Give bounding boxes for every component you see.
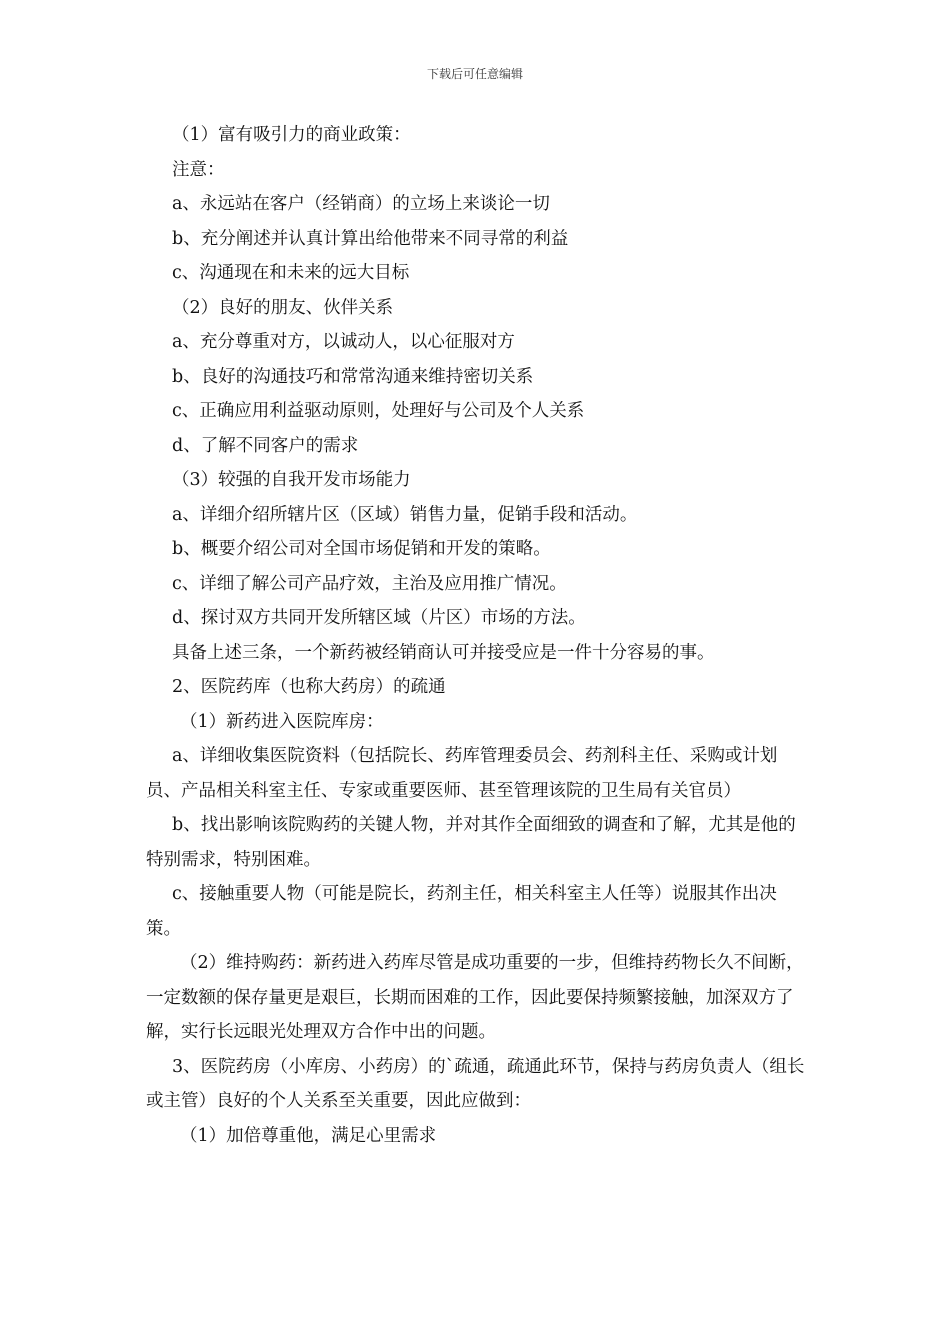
paragraph: b、找出影响该院购药的关键人物，并对其作全面细致的调查和了解，尤其是他的特别需求，特别困难。 [146, 815, 796, 870]
paragraph: （2）良好的朋友、伙伴关系 [172, 297, 394, 318]
paragraph: （1）加倍尊重他，满足心里需求 [180, 1125, 437, 1146]
paragraph: c、正确应用利益驱动原则，处理好与公司及个人关系 [172, 401, 585, 421]
paragraph: a、详细介绍所辖片区（区域）销售力量，促销手段和活动。 [172, 504, 638, 525]
paragraph: a、充分尊重对方，以诚动人，以心征服对方 [172, 332, 515, 352]
paragraph: b、概要介绍公司对全国市场促销和开发的策略。 [172, 539, 551, 559]
paragraph: 具备上述三条，一个新药被经销商认可并接受应是一件十分容易的事。 [172, 642, 715, 663]
paragraph: 2、医院药库（也称大药房）的疏通 [172, 677, 446, 697]
paragraph: c、沟通现在和未来的远大目标 [172, 263, 410, 283]
document-body [146, 118, 811, 1153]
paragraph: b、良好的沟通技巧和常常沟通来维持密切关系 [172, 366, 534, 387]
paragraph: a、永远站在客户（经销商）的立场上来谈论一切 [172, 194, 550, 214]
paragraph: d、探讨双方共同开发所辖区域（片区）市场的方法。 [172, 608, 586, 628]
paragraph: （2）维持购药：新药进入药库尽管是成功重要的一步，但维持药物长久不间断，一定数额的保存量更是艰巨，长期而困难的工作，因此要保持频繁接触，加深双方了解，实行长远眼光处理双方合作中出的问题。 [146, 953, 804, 1042]
paragraph: （1）新药进入医院库房： [180, 711, 384, 732]
page-header: 下载后可任意编辑 [426, 67, 523, 81]
paragraph: （3）较强的自我开发市场能力 [172, 470, 411, 490]
paragraph: （1）富有吸引力的商业政策： [172, 125, 411, 145]
paragraph: d、了解不同客户的需求 [172, 435, 359, 456]
paragraph: a、详细收集医院资料（包括院长、药库管理委员会、药剂科主任、采购或计划员、产品相关科室主任、专家或重要医师、甚至管理该院的卫生局有关官员） [146, 746, 778, 801]
paragraph: 3、医院药房（小库房、小药房）的`疏通，疏通此环节，保持与药房负责人（组长或主管）良好的个人关系至关重要，因此应做到： [146, 1056, 805, 1111]
paragraph: c、详细了解公司产品疗效，主治及应用推广情况。 [172, 573, 567, 594]
paragraph: b、充分阐述并认真计算出给他带来不同寻常的利益 [172, 228, 569, 249]
paragraph: c、接触重要人物（可能是院长，药剂主任，相关科室主人任等）说服其作出决策。 [146, 884, 777, 939]
paragraph: 注意： [172, 159, 225, 180]
